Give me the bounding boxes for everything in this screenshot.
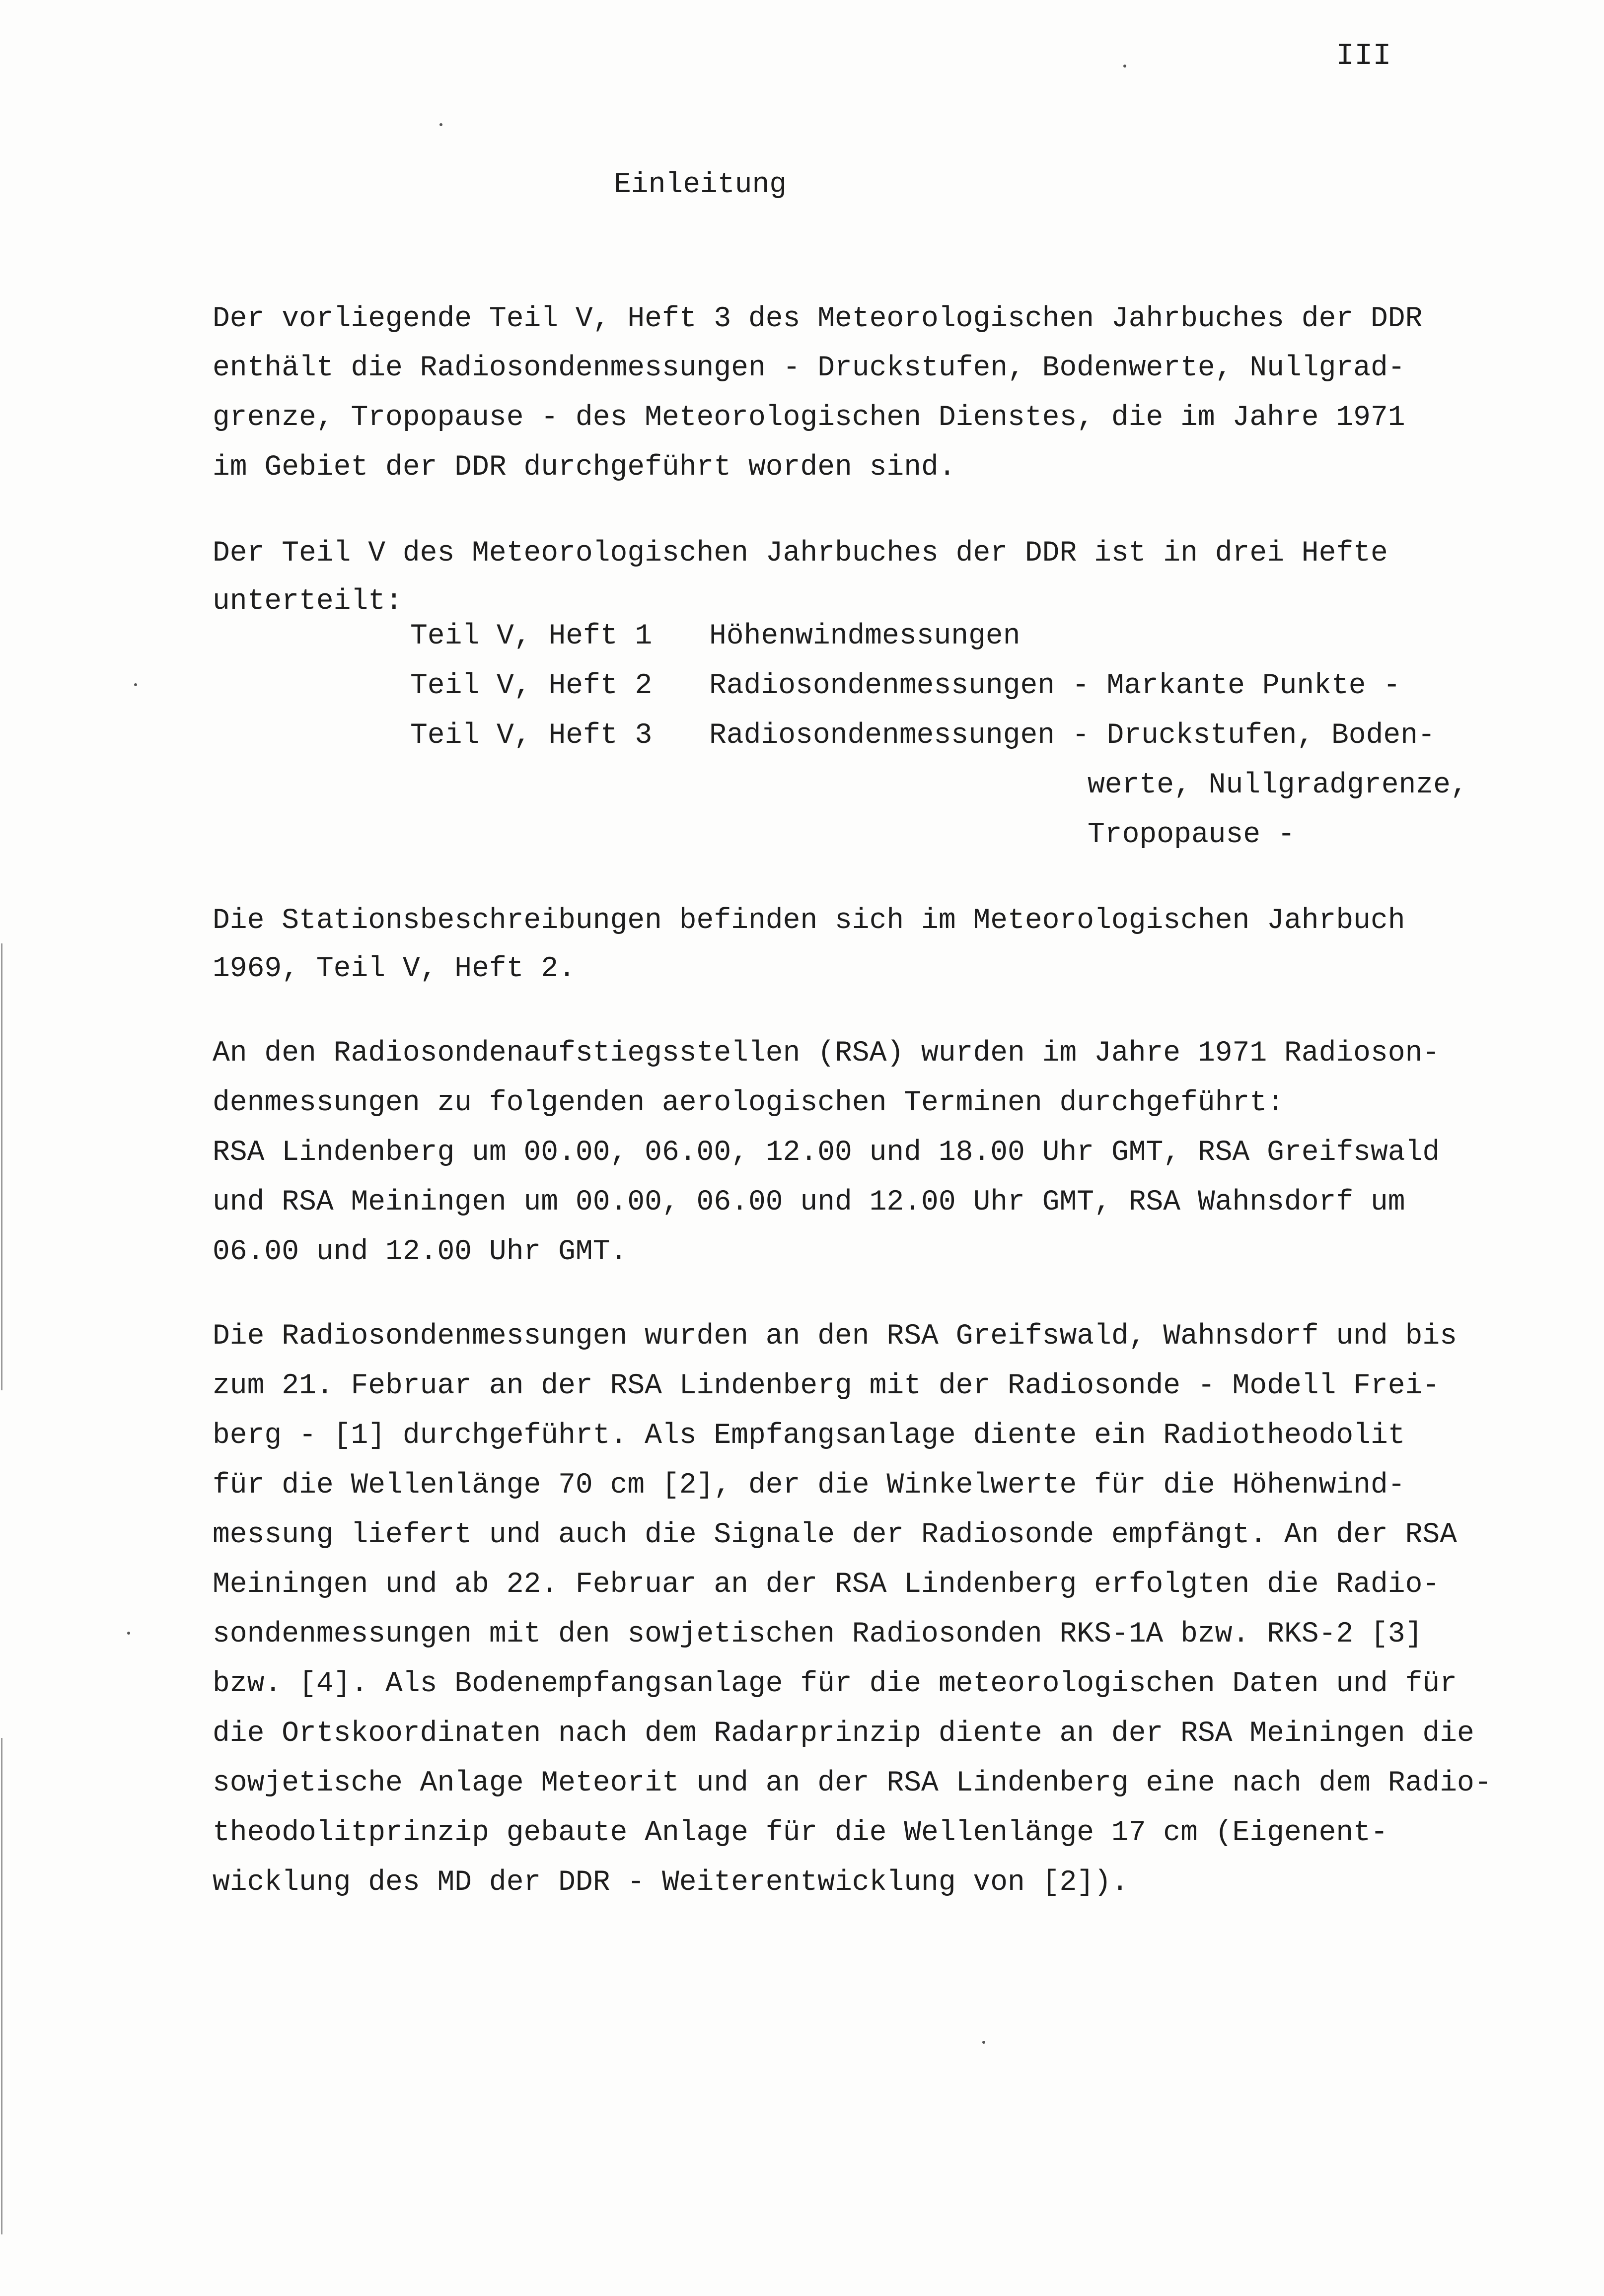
text-line: sondenmessungen mit den sowjetischen Radiosonden RKS-1A bzw. RKS-2 [3] — [213, 1618, 1423, 1650]
text-line: RSA Lindenberg um 00.00, 06.00, 12.00 und 18.00 Uhr GMT, RSA Greifswald — [213, 1137, 1440, 1169]
text-line: Die Radiosondenmessungen wurden an den RSA Greifswald, Wahnsdorf und bis — [213, 1320, 1458, 1353]
heft-description: Höhenwindmessungen — [709, 620, 1021, 652]
scan-speck — [127, 1632, 130, 1635]
text-line: Meiningen und ab 22. Februar an der RSA Lindenberg erfolgten die Radio- — [213, 1569, 1440, 1601]
scan-edge — [1, 943, 2, 1390]
heft-label: Teil V, Heft 3 — [410, 719, 653, 752]
text-line: bzw. [4]. Als Bodenempfangsanlage für die meteorologischen Daten und für — [213, 1668, 1458, 1700]
text-line: für die Wellenlänge 70 cm [2], der die Winkelwerte für die Höhenwind- — [213, 1469, 1405, 1502]
text-line: 1969, Teil V, Heft 2. — [213, 953, 576, 985]
text-line: zum 21. Februar an der RSA Lindenberg mit der Radiosonde - Modell Frei- — [213, 1370, 1440, 1402]
heft-label: Teil V, Heft 2 — [410, 670, 653, 702]
text-line: im Gebiet der DDR durchgeführt worden sind. — [213, 451, 956, 484]
text-line: grenze, Tropopause - des Meteorologischen Dienstes, die im Jahre 1971 — [213, 402, 1405, 434]
text-line: 06.00 und 12.00 Uhr GMT. — [213, 1236, 628, 1268]
text-line: theodolitprinzip gebaute Anlage für die Wellenlänge 17 cm (Eigenent- — [213, 1817, 1388, 1849]
text-line: unterteilt: — [213, 585, 403, 618]
scan-speck — [134, 683, 137, 686]
heft-description: Radiosondenmessungen - Druckstufen, Boden- — [709, 719, 1435, 752]
heft-label: Teil V, Heft 1 — [410, 620, 653, 652]
text-line: messung liefert und auch die Signale der Radiosonde empfängt. An der RSA — [213, 1519, 1458, 1551]
scan-speck — [439, 123, 442, 126]
text-line: Die Stationsbeschreibungen befinden sich im Meteorologischen Jahrbuch — [213, 905, 1405, 937]
scan-speck — [1123, 65, 1126, 68]
text-line: denmessungen zu folgenden aerologischen Terminen durchgeführt: — [213, 1087, 1284, 1119]
text-line: sowjetische Anlage Meteorit und an der RSA Lindenberg eine nach dem Radio- — [213, 1767, 1492, 1799]
text-line: Der vorliegende Teil V, Heft 3 des Meteorologischen Jahrbuches der DDR — [213, 303, 1423, 335]
text-line: berg - [1] durchgeführt. Als Empfangsanlage diente ein Radiotheodolit — [213, 1420, 1405, 1452]
text-line: die Ortskoordinaten nach dem Radarprinzip diente an der RSA Meiningen die — [213, 1718, 1474, 1750]
scan-edge — [1, 1738, 2, 2234]
text-line: wicklung des MD der DDR - Weiterentwicklung von [2]). — [213, 1866, 1129, 1899]
heft-description: Radiosondenmessungen - Markante Punkte - — [709, 670, 1401, 702]
text-line: An den Radiosondenaufstiegsstellen (RSA) wurden im Jahre 1971 Radioson- — [213, 1037, 1440, 1070]
page-number: III — [1336, 38, 1391, 73]
heft-description: Tropopause - — [1088, 819, 1295, 851]
text-line: enthält die Radiosondenmessungen - Druckstufen, Bodenwerte, Nullgrad- — [213, 352, 1405, 384]
text-line: und RSA Meiningen um 00.00, 06.00 und 12.00 Uhr GMT, RSA Wahnsdorf um — [213, 1186, 1405, 1219]
text-line: Der Teil V des Meteorologischen Jahrbuches der DDR ist in drei Hefte — [213, 537, 1388, 570]
page-title: Einleitung — [614, 169, 787, 201]
scan-speck — [982, 2041, 985, 2044]
heft-description: werte, Nullgradgrenze, — [1088, 769, 1468, 801]
